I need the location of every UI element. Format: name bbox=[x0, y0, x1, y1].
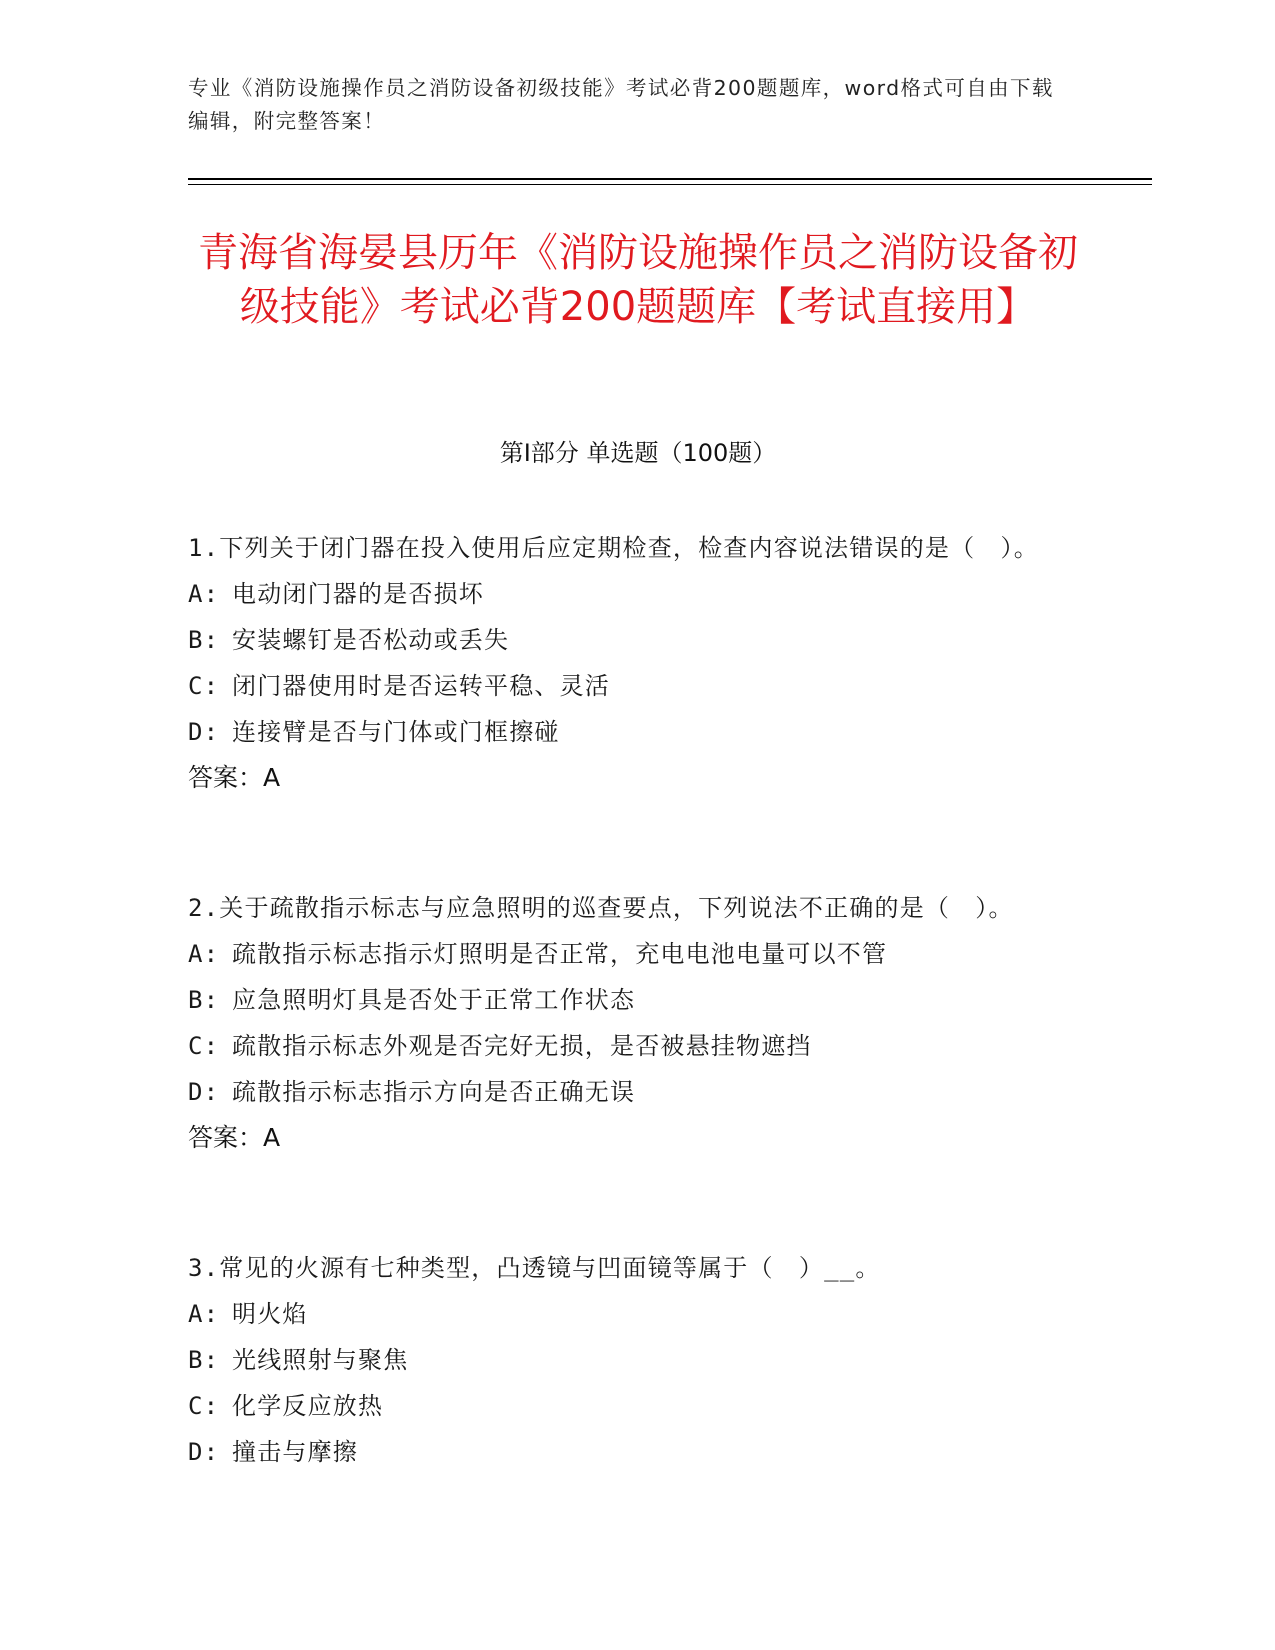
option-letter: B: bbox=[188, 986, 220, 1014]
option-text: 电动闭门器的是否损坏 bbox=[232, 580, 484, 608]
option-text: 光线照射与聚焦 bbox=[232, 1346, 409, 1374]
option-letter: A: bbox=[188, 1300, 220, 1328]
option-text: 应急照明灯具是否处于正常工作状态 bbox=[232, 986, 636, 1014]
question-3 bbox=[188, 1245, 1068, 1475]
option-letter: C: bbox=[188, 1392, 220, 1420]
option-text: 安装螺钉是否松动或丢失 bbox=[232, 626, 510, 654]
option-b bbox=[188, 977, 1068, 1023]
option-d bbox=[188, 1069, 1068, 1115]
header-note: 专业《消防设施操作员之消防设备初级技能》考试必背200题题库，word格式可自由下载编辑，附完整答案！ bbox=[188, 76, 1054, 133]
option-a bbox=[188, 931, 1068, 977]
option-c bbox=[188, 663, 1068, 709]
option-text: 撞击与摩擦 bbox=[232, 1438, 358, 1466]
option-text: 疏散指示标志外观是否完好无损，是否被悬挂物遮挡 bbox=[232, 1032, 812, 1060]
option-a bbox=[188, 571, 1068, 617]
option-c bbox=[188, 1383, 1068, 1429]
option-letter: B: bbox=[188, 626, 220, 654]
option-b bbox=[188, 617, 1068, 663]
question-2 bbox=[188, 885, 1068, 1161]
option-d bbox=[188, 1429, 1068, 1475]
section-heading: 第Ⅰ部分 单选题（100题） bbox=[499, 439, 777, 467]
option-text: 连接臂是否与门体或门框擦碰 bbox=[232, 718, 560, 746]
option-d bbox=[188, 709, 1068, 755]
option-text: 疏散指示标志指示方向是否正确无误 bbox=[232, 1078, 636, 1106]
option-letter: D: bbox=[188, 1078, 220, 1106]
answer-line: 答案：A bbox=[188, 763, 281, 792]
option-letter: A: bbox=[188, 940, 220, 968]
option-letter: D: bbox=[188, 1438, 220, 1466]
document-title: 青海省海晏县历年《消防设施操作员之消防设备初级技能》考试必背200题题库【考试直接用】 bbox=[198, 230, 1078, 330]
option-text: 闭门器使用时是否运转平稳、灵活 bbox=[232, 672, 610, 700]
option-a bbox=[188, 1291, 1068, 1337]
option-letter: C: bbox=[188, 672, 220, 700]
option-text: 明火焰 bbox=[232, 1300, 308, 1328]
option-text: 疏散指示标志指示灯照明是否正常，充电电池电量可以不管 bbox=[232, 940, 888, 968]
question-stem: 1.下列关于闭门器在投入使用后应定期检查，检查内容说法错误的是（ ）。 bbox=[188, 534, 1039, 562]
header-divider-thin bbox=[188, 184, 1152, 185]
option-b bbox=[188, 1337, 1068, 1383]
option-letter: A: bbox=[188, 580, 220, 608]
question-1 bbox=[188, 525, 1068, 801]
option-letter: C: bbox=[188, 1032, 220, 1060]
question-stem: 3.常见的火源有七种类型，凸透镜与凹面镜等属于（ ）__。 bbox=[188, 1254, 881, 1282]
question-stem: 2.关于疏散指示标志与应急照明的巡查要点，下列说法不正确的是（ ）。 bbox=[188, 894, 1014, 922]
option-letter: D: bbox=[188, 718, 220, 746]
option-c bbox=[188, 1023, 1068, 1069]
option-text: 化学反应放热 bbox=[232, 1392, 384, 1420]
header-divider-thick bbox=[188, 178, 1152, 180]
option-letter: B: bbox=[188, 1346, 220, 1374]
answer-line: 答案：A bbox=[188, 1123, 281, 1152]
